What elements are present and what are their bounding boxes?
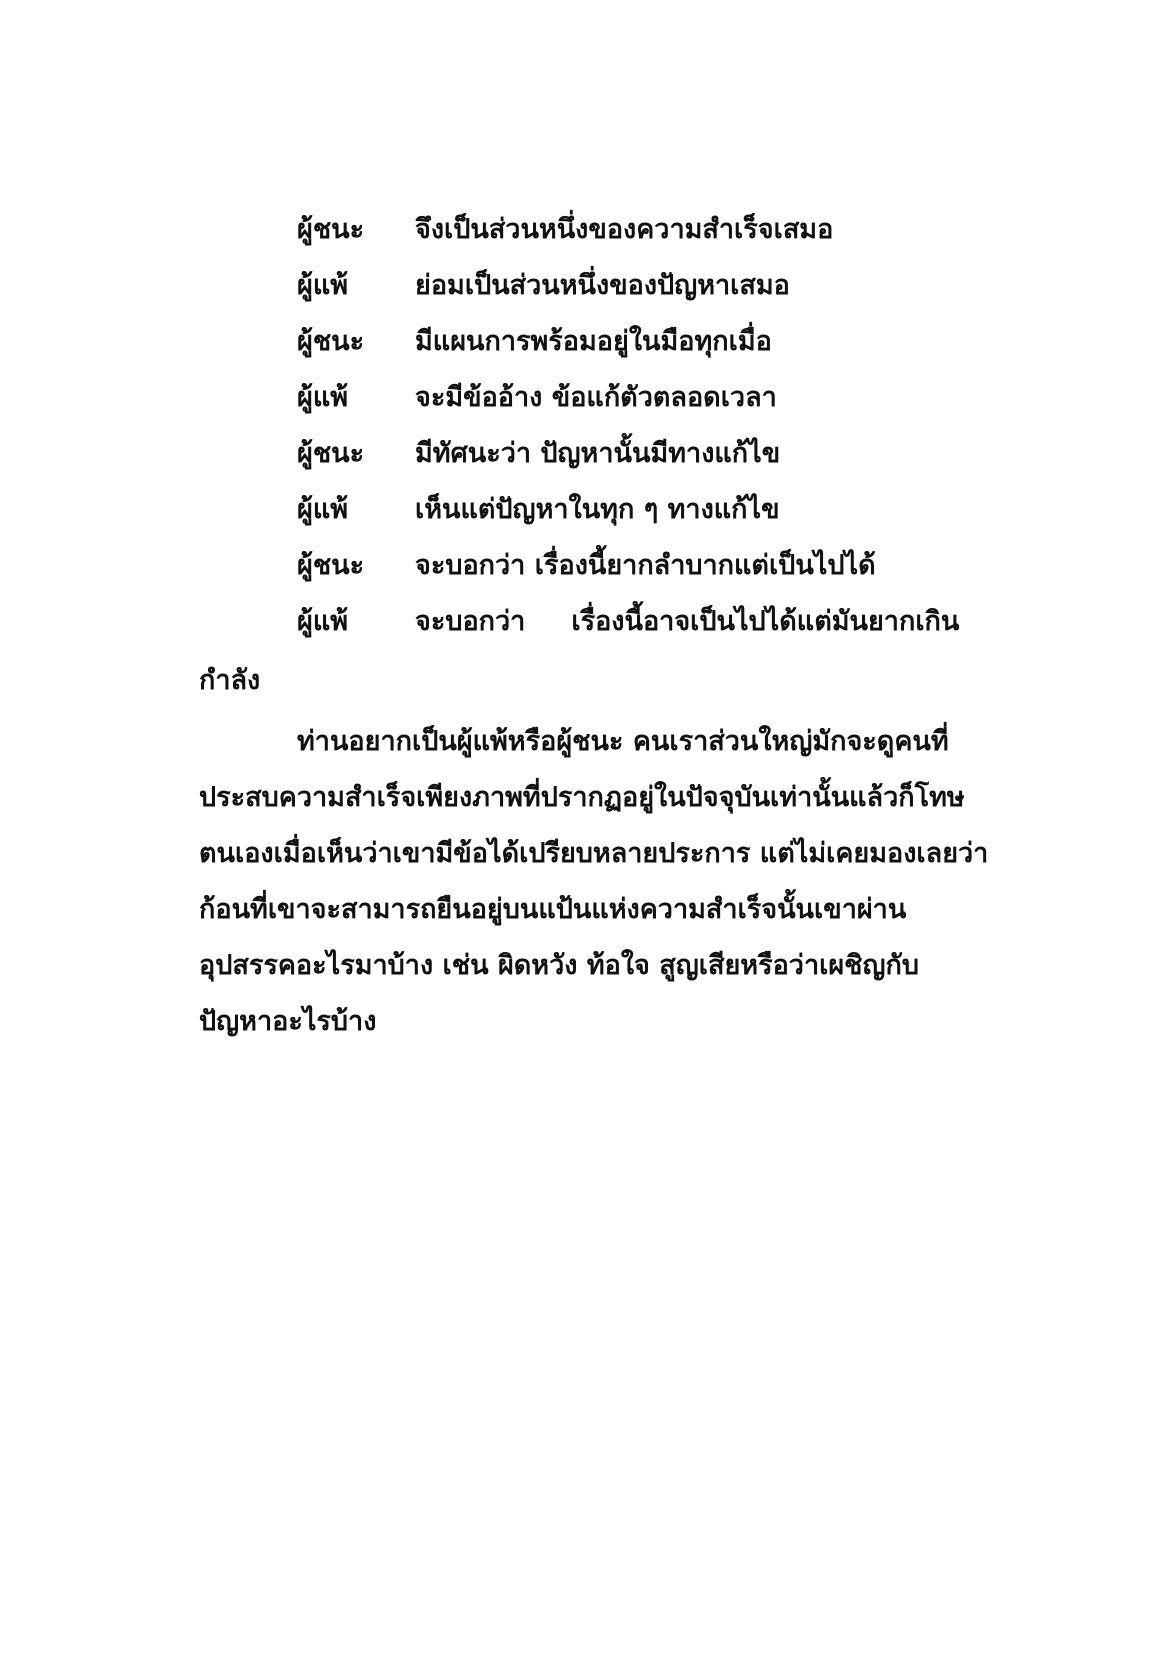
item-label: ผู้ชนะ (297, 549, 365, 581)
item-label: ผู้ชนะ (297, 213, 365, 245)
paragraph-line: ปัญหาอะไรบ้าง (199, 1005, 377, 1037)
item-text: จะมีข้ออ้าง ข้อแก้ตัวตลอดเวลา (415, 381, 777, 413)
item-text: จะบอกว่า เรื่องนี้ยากลำบากแต่เป็นไปได้ (415, 549, 876, 581)
paragraph-line: ประสบความสำเร็จเพียงภาพที่ปรากฏอยู่ในปัจจุบันเท่านั้นแล้วก็โทษ (199, 781, 965, 813)
item-text-part: เรื่องนี้อาจเป็นไปได้แต่มันยากเกิน (571, 605, 960, 637)
item-label: ผู้แพ้ (297, 269, 349, 301)
body-paragraph (199, 712, 989, 1048)
list-item (297, 480, 977, 536)
paragraph-line: ก้อนที่เขาจะสามารถยืนอยู่บนแป้นแห่งความสำเร็จนั้นเขาผ่าน (199, 893, 907, 925)
paragraph-line: ท่านอยากเป็นผู้แพ้หรือผู้ชนะ คนเราส่วนใหญ่มักจะดูคนที่ (297, 725, 949, 757)
list-item (297, 592, 977, 648)
item-label: ผู้ชนะ (297, 437, 365, 469)
item-text-part: จะบอกว่า (415, 605, 526, 637)
item-label: ผู้แพ้ (297, 493, 349, 525)
paragraph-line: ตนเองเมื่อเห็นว่าเขามีข้อได้เปรียบหลายประการ แต่ไม่เคยมองเลยว่า (199, 837, 989, 869)
item-label: ผู้แพ้ (297, 605, 349, 637)
wrapped-line-tail: กำลัง (199, 665, 261, 696)
list-item (297, 424, 977, 480)
item-label: ผู้ชนะ (297, 325, 365, 357)
winner-loser-list (297, 200, 977, 648)
paragraph-line: อุปสรรคอะไรมาบ้าง เช่น ผิดหวัง ท้อใจ สูญเสียหรือว่าเผชิญกับ (199, 949, 919, 981)
item-text: มีแผนการพร้อมอยู่ในมือทุกเมื่อ (415, 325, 772, 357)
list-item (297, 200, 977, 256)
item-text (415, 599, 977, 642)
list-item (297, 536, 977, 592)
item-text: ย่อมเป็นส่วนหนึ่งของปัญหาเสมอ (415, 269, 790, 301)
item-text: จึงเป็นส่วนหนึ่งของความสำเร็จเสมอ (415, 213, 834, 245)
list-item (297, 312, 977, 368)
item-label: ผู้แพ้ (297, 381, 349, 413)
list-item (297, 256, 977, 312)
list-item (297, 368, 977, 424)
item-text: มีทัศนะว่า ปัญหานั้นมีทางแก้ไข (415, 437, 781, 469)
item-text: เห็นแต่ปัญหาในทุก ๆ ทางแก้ไข (415, 493, 780, 525)
